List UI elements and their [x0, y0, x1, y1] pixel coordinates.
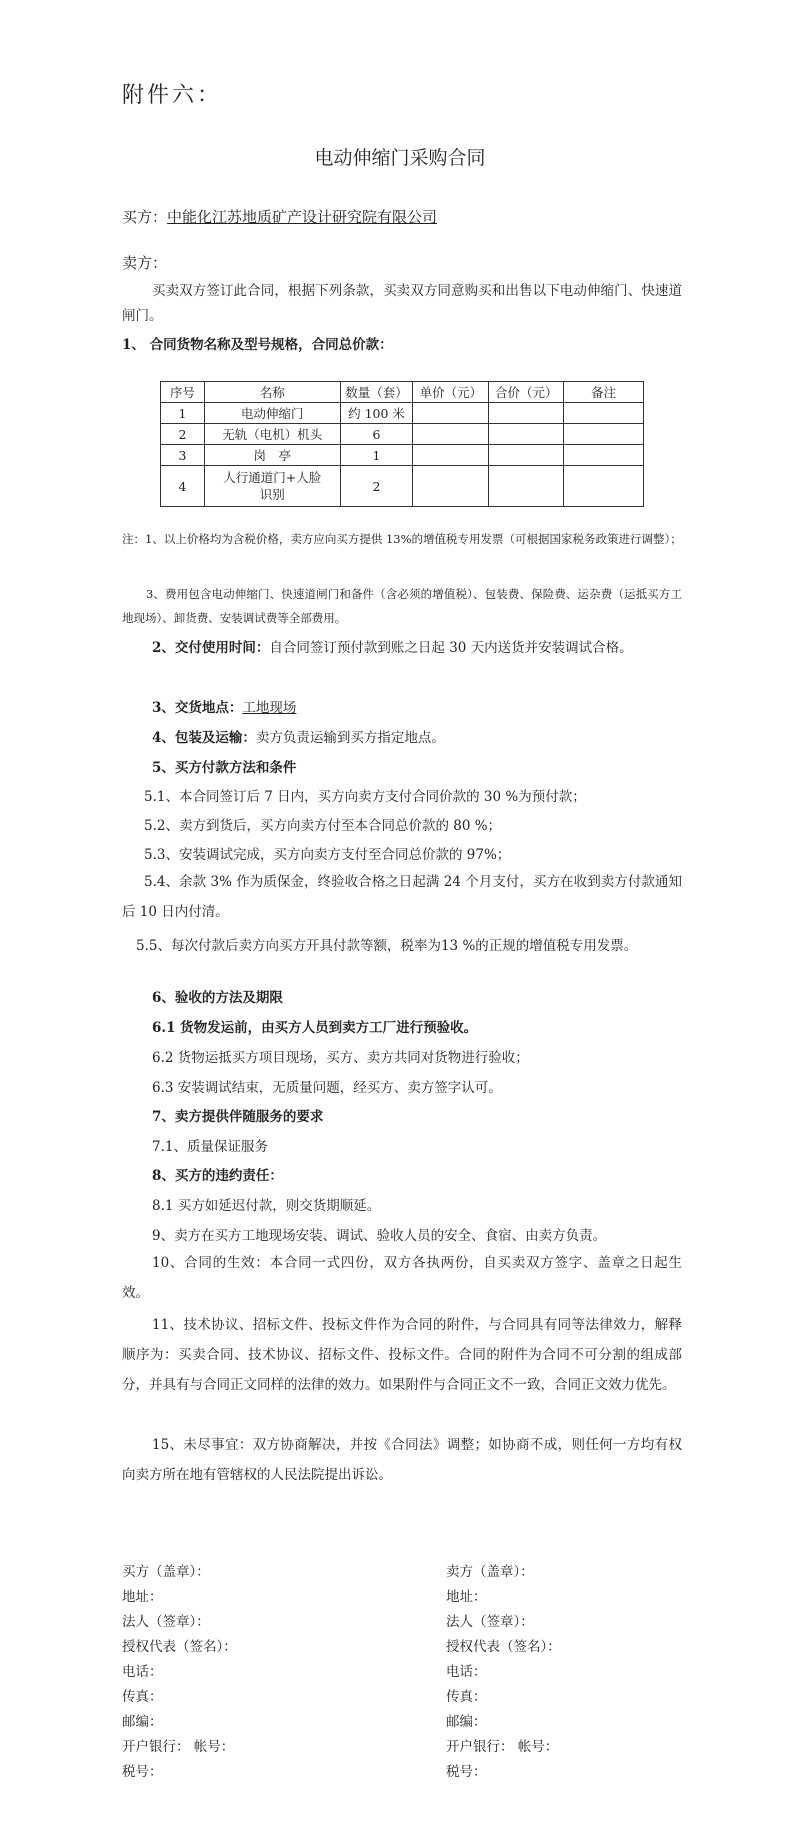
buyer-seal-field: 买方（盖章）： [122, 1564, 210, 1580]
section-15: 15、未尽事宜：双方协商解决，并按《合同法》调整；如协商不成，则任何一方均有权向卖方所在地有管辖权的人民法院提出诉讼。 [122, 1437, 682, 1483]
cell-unit-price [413, 403, 489, 424]
intro-paragraph: 买卖双方签订此合同，根据下列条款，买卖双方同意购买和出售以下电动伸缩门、快速道闸门。 [122, 283, 682, 324]
section-4-label: 4、包装及运输： [152, 730, 256, 746]
header-no: 序号 [161, 382, 205, 403]
cell-unit-price [413, 445, 489, 466]
table-row [161, 403, 644, 424]
clause-5-2: 5.2、卖方到货后，买方向卖方付至本合同总价款的 80 %； [144, 818, 502, 834]
seller-address-field: 地址： [446, 1589, 487, 1605]
buyer-label: 买方： [122, 208, 168, 226]
clause-6-2: 6.2 货物运抵买方项目现场，买方、卖方共同对货物进行验收； [152, 1050, 529, 1066]
clause-8-1: 8.1 买方如延迟付款，则交货期顺延。 [152, 1198, 381, 1214]
cell-remark [564, 466, 644, 507]
cell-unit-price [413, 466, 489, 507]
buyer-line [122, 206, 437, 227]
seller-fax-field: 传真： [446, 1689, 487, 1705]
seller-legal-rep-field: 法人（签章）： [446, 1614, 534, 1630]
note-1: 注：1、以上价格均为含税价格，卖方应向买方提供 13%的增值税专用发票（可根据国家税务政策进行调整）； [122, 532, 682, 546]
cell-no: 1 [161, 403, 205, 424]
section-3 [152, 696, 296, 716]
header-unit-price: 单价（元） [413, 382, 489, 403]
buyer-legal-rep-field: 法人（签章）： [122, 1614, 210, 1630]
clause-5-5: 5.5、每次付款后卖方向买方开具付款等额，税率为13 %的正规的增值税专用发票。 [136, 938, 638, 954]
section-4 [152, 726, 445, 746]
buyer-bank-field: 开户银行： 帐号： [122, 1739, 235, 1755]
table-row [161, 424, 644, 445]
section-4-text: 卖方负责运输到买方指定地点。 [255, 730, 445, 746]
seller-phone-field: 电话： [446, 1664, 487, 1680]
section-2-label: 2、交付使用时间： [152, 640, 270, 656]
section-7-heading: 7、卖方提供伴随服务的要求 [152, 1109, 324, 1125]
clause-5-4: 5.4、余款 3% 作为质保金，终验收合格之日起满 24 个月支付，买方在收到卖方付款通知后 10 日内付清。 [122, 874, 682, 920]
cell-qty: 2 [340, 466, 413, 507]
buyer-postcode-field: 邮编： [122, 1714, 163, 1730]
header-total-price: 合价（元） [489, 382, 564, 403]
seller-postcode-field: 邮编： [446, 1714, 487, 1730]
cell-remark [564, 445, 644, 466]
cell-total-price [489, 424, 564, 445]
seller-seal-field: 卖方（盖章）： [446, 1564, 534, 1580]
document-title: 电动伸缩门采购合同 [314, 147, 486, 169]
buyer-address-field: 地址： [122, 1589, 163, 1605]
section-3-label: 3、交货地点： [152, 700, 243, 716]
clause-6-3: 6.3 安装调试结束，无质量问题，经买方、卖方签字认可。 [152, 1080, 502, 1096]
cell-total-price [489, 403, 564, 424]
clause-5-1: 5.1、本合同签订后 7 日内，买方向卖方支付合同价款的 30 %为预付款； [144, 789, 586, 805]
cell-unit-price [413, 424, 489, 445]
cell-total-price [489, 445, 564, 466]
cell-total-price [489, 466, 564, 507]
buyer-name: 中能化江苏地质矿产设计研究院有限公司 [167, 208, 438, 226]
goods-table [160, 381, 644, 507]
cell-name: 电动伸缩门 [204, 403, 340, 424]
table-row [161, 445, 644, 466]
section-5-heading: 5、买方付款方法和条件 [152, 760, 297, 776]
section-11: 11、技术协议、招标文件、投标文件作为合同的附件，与合同具有同等法律效力，解释顺序为：买卖合同、技术协议、招标文件、投标文件。合同的附件为合同不可分割的组成部分，并具有与合同正文同样的法律的效力。如果附件与合同正文不一致，合同正文效力优先。 [122, 1317, 682, 1393]
buyer-fax-field: 传真： [122, 1689, 163, 1705]
header-name: 名称 [204, 382, 340, 403]
section-2-text: 自合同签订预付款到账之日起 30 天内送货并安装调试合格。 [269, 640, 633, 656]
buyer-tax-field: 税号： [122, 1764, 163, 1780]
section-10: 10、合同的生效：本合同一式四份，双方各执两份，自买卖双方签字、盖章之日起生效。 [122, 1255, 682, 1301]
seller-tax-field: 税号： [446, 1764, 487, 1780]
clause-5-3: 5.3、安装调试完成，买方向卖方支付至合同总价款的 97%； [144, 847, 511, 863]
clause-7-1: 7.1、质量保证服务 [152, 1139, 268, 1155]
annex-title: 附件六： [122, 83, 223, 108]
section-9: 9、卖方在买方工地现场安装、调试、验收人员的安全、食宿、由卖方负责。 [152, 1228, 607, 1244]
buyer-authorized-rep-field: 授权代表（签名）： [122, 1639, 237, 1655]
seller-authorized-rep-field: 授权代表（签名）： [446, 1639, 561, 1655]
note-3: 3、费用包含电动伸缩门、快速道闸门和备件（含必须的增值税）、包装费、保险费、运杂费（运抵买方工地现场）、卸货费、安装调试费等全部费用。 [122, 587, 682, 625]
cell-no: 3 [161, 445, 205, 466]
cell-qty: 约 100 米 [340, 403, 413, 424]
buyer-phone-field: 电话： [122, 1664, 163, 1680]
cell-qty: 1 [340, 445, 413, 466]
seller-signature-block [446, 1560, 561, 1785]
section-8-heading: 8、买方的违约责任： [152, 1168, 283, 1184]
cell-name: 人行通道门+人脸识别 [204, 466, 340, 507]
table-row [161, 466, 644, 507]
header-remark: 备注 [564, 382, 644, 403]
cell-qty: 6 [340, 424, 413, 445]
table-header-row [161, 382, 644, 403]
cell-name: 无轨（电机）机头 [204, 424, 340, 445]
buyer-signature-block [122, 1560, 237, 1785]
cell-no: 2 [161, 424, 205, 445]
cell-no: 4 [161, 466, 205, 507]
cell-name: 岗 亭 [204, 445, 340, 466]
header-qty: 数量（套） [340, 382, 413, 403]
seller-label: 卖方： [122, 254, 168, 272]
cell-remark [564, 424, 644, 445]
section-2 [122, 636, 682, 661]
section-1-heading: 1、 合同货物名称及型号规格，合同总价款： [122, 337, 393, 353]
clause-6-1: 6.1 货物发运前，由买方人员到卖方工厂进行预验收。 [152, 1020, 478, 1036]
seller-bank-field: 开户银行： 帐号： [446, 1739, 559, 1755]
section-6-heading: 6、验收的方法及期限 [152, 990, 283, 1006]
cell-remark [564, 403, 644, 424]
section-3-text: 工地现场 [242, 700, 297, 716]
